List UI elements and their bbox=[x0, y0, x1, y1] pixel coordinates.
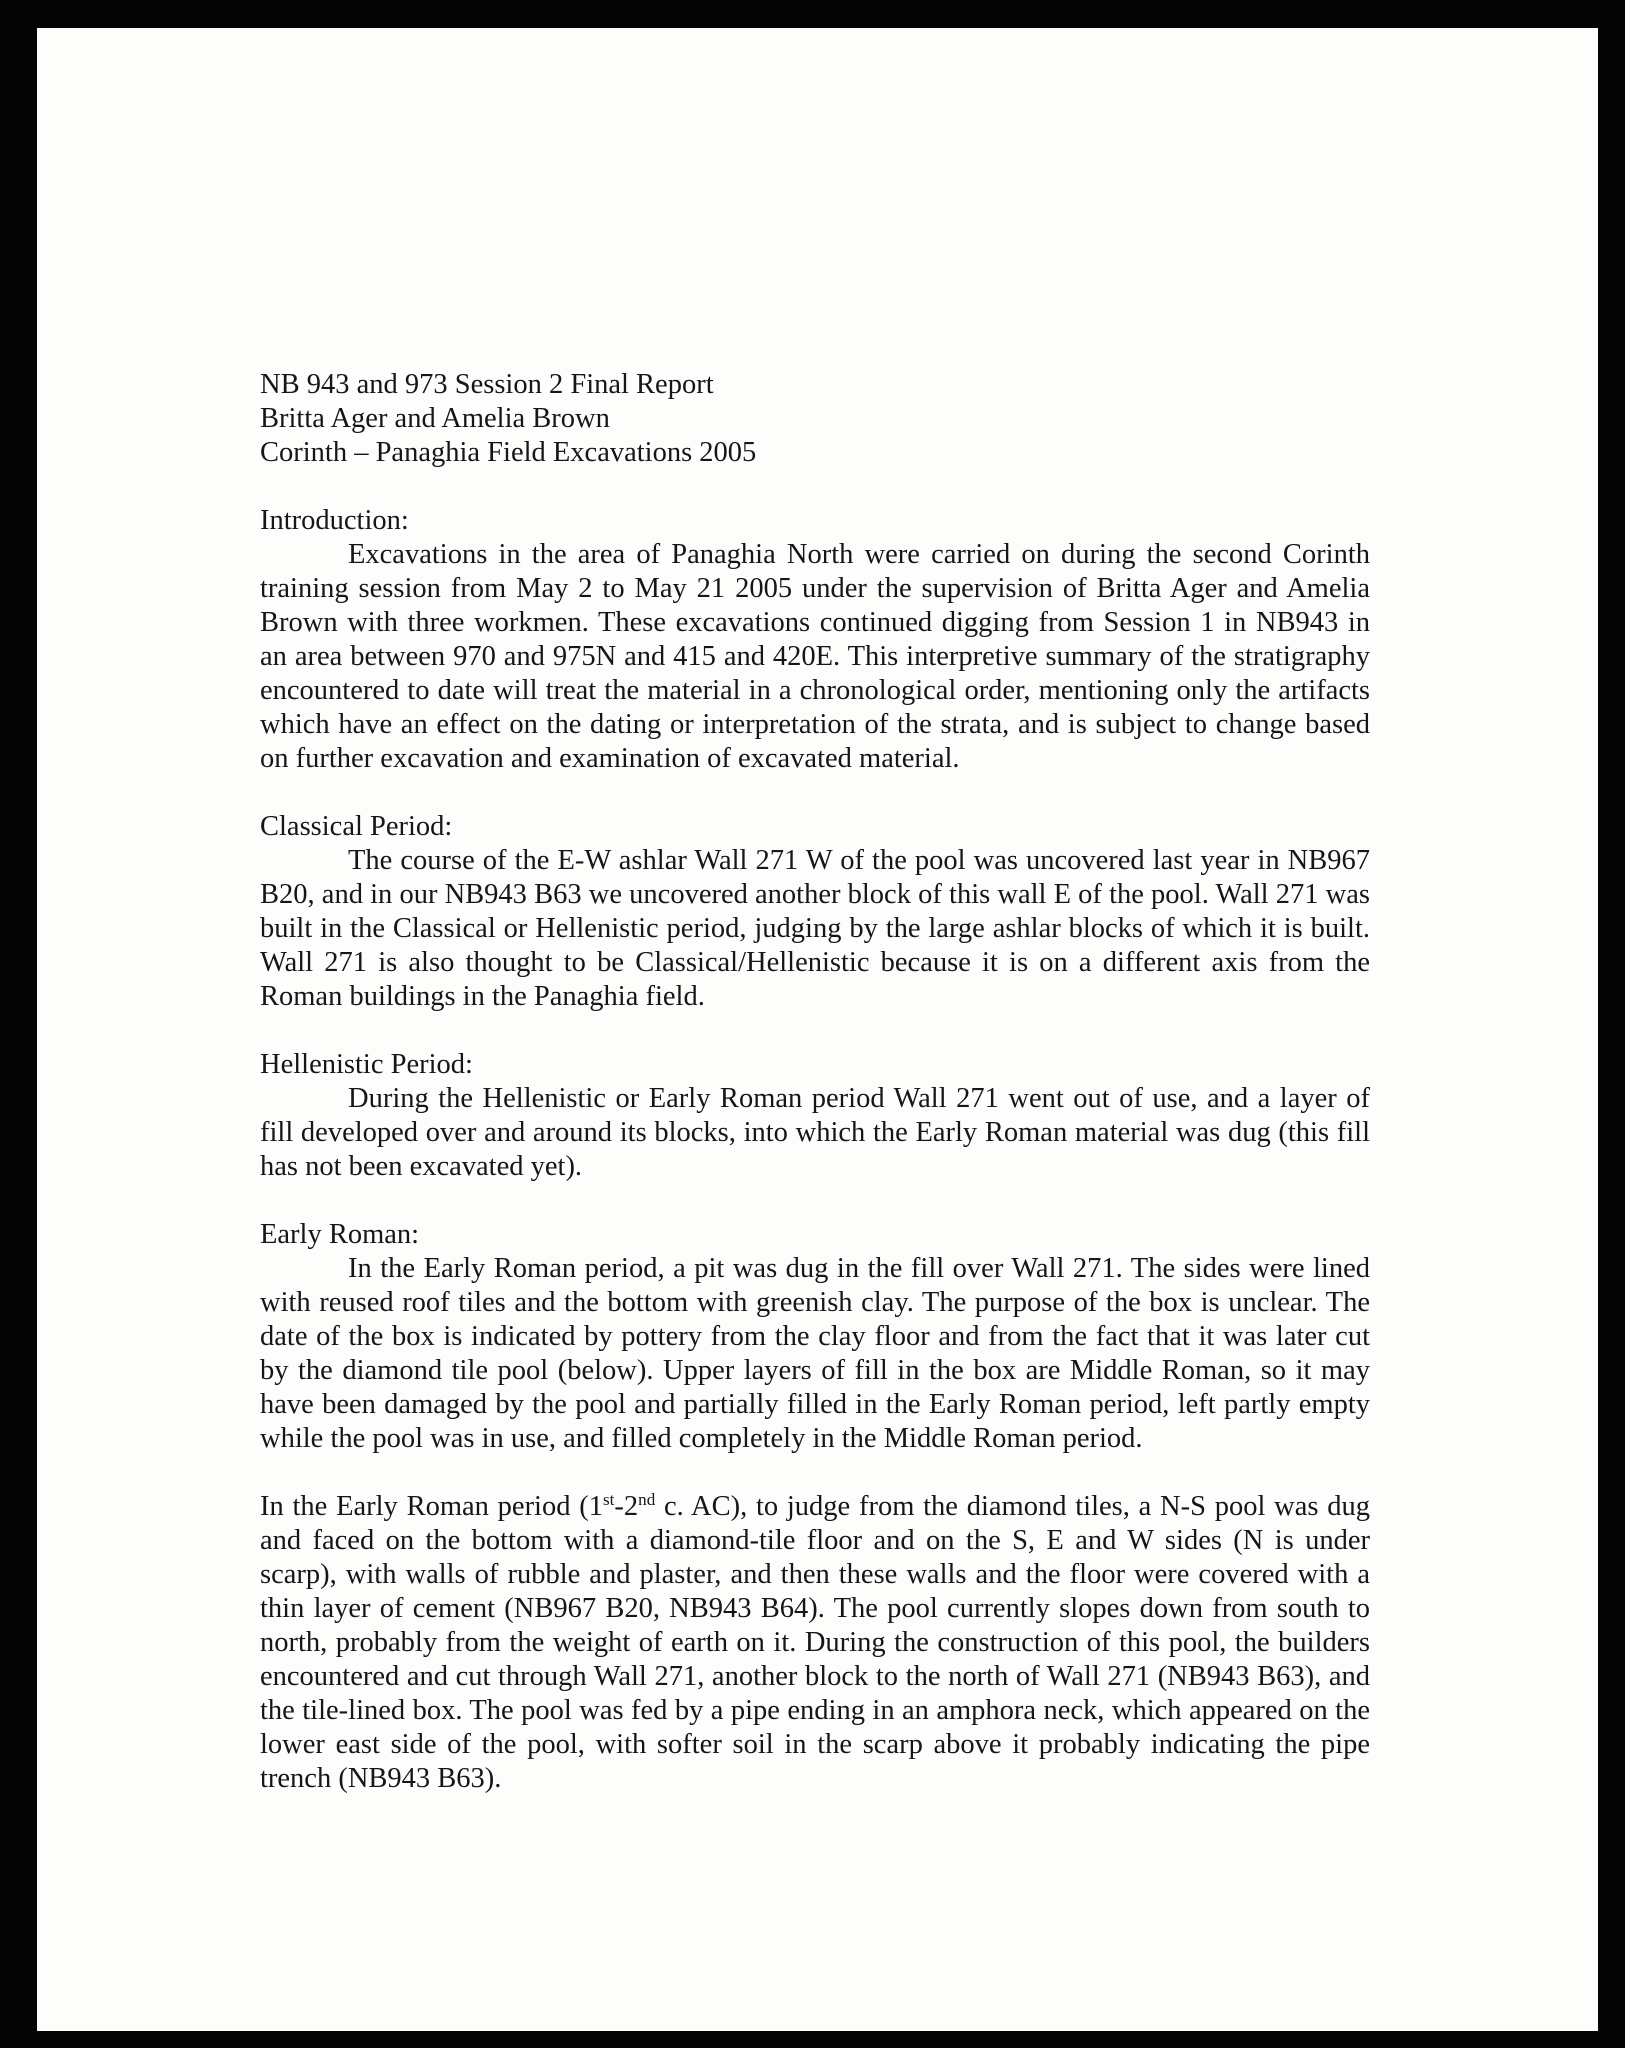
pool-sup-b: nd bbox=[638, 1489, 656, 1509]
pool-text-b: -2 bbox=[614, 1491, 639, 1522]
introduction-heading: Introduction: bbox=[260, 505, 409, 536]
pool-text-c: c. AC), to judge from the diamond tiles, a N-S pool was dug and faced on the bottom with a diamond-tile floor and on the S, E and W sides (N is under scarp), with walls of rubble and plaster, and then these walls and the floor were covered with a thin layer of cement (NB967 B20, NB943 B64). The pool currently slopes down from south to north, probably from the weight of earth on it. During the construction of this pool, the builders encountered and cut through Wall 271, another block to the north of Wall 271 (NB943 B63), and the tile-lined box. The pool was fed by a pipe ending in an amphora neck, which appeared on the lower east side of the pool, with softer soil in the scarp above it probably indicating the pipe trench (NB943 B63). bbox=[260, 1491, 1370, 1794]
report-project: Corinth – Panaghia Field Excavations 2005 bbox=[260, 437, 757, 468]
classical-paragraph: The course of the E-W ashlar Wall 271 W of the pool was uncovered last year in NB967 B20, and in our NB943 B63 we uncovered another block of this wall E of the pool. Wall 271 was built in the Classical or Hellenistic period, judging by the large ashlar blocks of which it is built. Wall 271 is also thought to be Classical/Hellenistic because it is on a different axis from the Roman buildings in the Panaghia field. bbox=[260, 845, 1370, 1012]
hellenistic-section bbox=[260, 1048, 1370, 1184]
hellenistic-heading: Hellenistic Period: bbox=[260, 1049, 473, 1080]
pool-paragraph bbox=[260, 1490, 1370, 1796]
early-roman-paragraph: In the Early Roman period, a pit was dug in the fill over Wall 271. The sides were lined with reused roof tiles and the bottom with greenish clay. The purpose of the box is unclear. The date of the box is indicated by pottery from the clay floor and from the fact that it was later cut by the diamond tile pool (below). Upper layers of fill in the box are Middle Roman, so it may have been damaged by the pool and partially filled in the Early Roman period, left partly empty while the pool was in use, and filled completely in the Middle Roman period. bbox=[260, 1253, 1370, 1454]
pool-text-a: In the Early Roman period (1 bbox=[260, 1491, 603, 1522]
report-authors: Britta Ager and Amelia Brown bbox=[260, 403, 610, 434]
early-roman-section bbox=[260, 1218, 1370, 1456]
pool-sup-a: st bbox=[603, 1489, 615, 1509]
document-page bbox=[37, 28, 1598, 2031]
report-header bbox=[260, 368, 1370, 470]
report-title: NB 943 and 973 Session 2 Final Report bbox=[260, 369, 714, 400]
early-roman-heading: Early Roman: bbox=[260, 1219, 420, 1250]
pool-section bbox=[260, 1490, 1370, 1796]
introduction-section bbox=[260, 504, 1370, 776]
classical-heading: Classical Period: bbox=[260, 811, 453, 842]
hellenistic-paragraph: During the Hellenistic or Early Roman period Wall 271 went out of use, and a layer of fill developed over and around its blocks, into which the Early Roman material was dug (this fill has not been excavated yet). bbox=[260, 1083, 1370, 1182]
report-body bbox=[260, 368, 1370, 1796]
introduction-paragraph: Excavations in the area of Panaghia North were carried on during the second Corinth training session from May 2 to May 21 2005 under the supervision of Britta Ager and Amelia Brown with three workmen. These excavations continued digging from Session 1 in NB943 in an area between 970 and 975N and 415 and 420E. This interpretive summary of the stratigraphy encountered to date will treat the material in a chronological order, mentioning only the artifacts which have an effect on the dating or interpretation of the strata, and is subject to change based on further excavation and examination of excavated material. bbox=[260, 539, 1370, 774]
classical-section bbox=[260, 810, 1370, 1014]
